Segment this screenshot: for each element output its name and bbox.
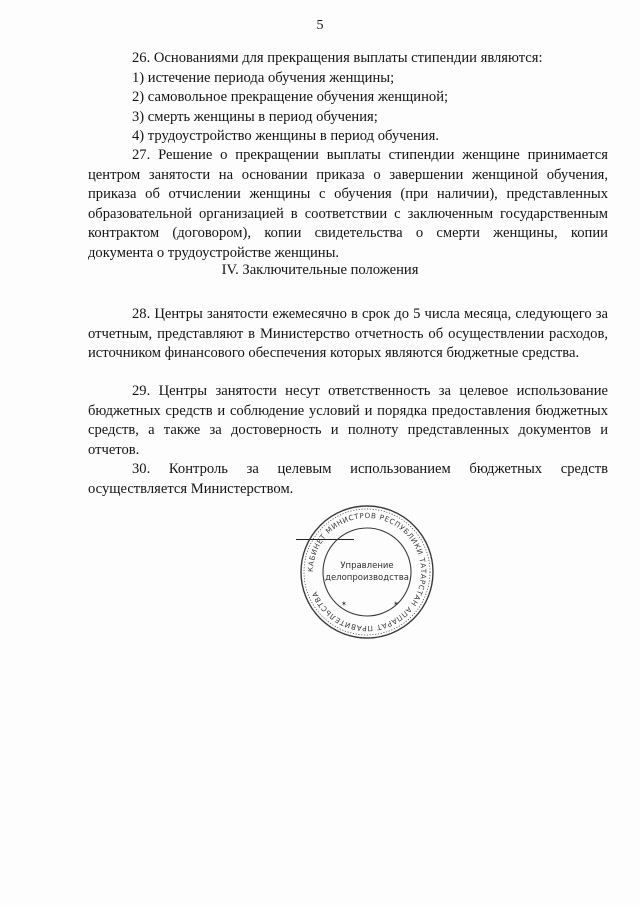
paragraph-27: 27. Решение о прекращении выплаты стипендии женщине принимается центром занятости на основании приказа о завершении женщиной обучения, приказа об отчислении женщины с обучения (при наличии), представленных образовательной организацией в соответствии с заключенным государственным контрактом (договором), копии свидетельства о смерти женщины, копии документа о трудоустройстве женщины. [88,147,608,261]
page-number: 5 [316,18,324,33]
paragraph-30: 30. Контроль за целевым использованием бюджетных средств осуществляется Министерством. [88,461,608,497]
list-item: 2) самовольное прекращение обучения женщиной; [132,89,449,105]
official-seal [297,502,437,642]
section-heading: IV. Заключительные положения [221,262,419,278]
star-icon: ✶ [393,600,399,608]
seal-center-line2: делопроизводства [325,573,409,583]
paragraph-27-block [88,146,608,263]
star-icon: ✶ [341,600,347,608]
seal-outer-ring [301,506,433,638]
paragraph-26-intro: 26. Основаниями для прекращения выплаты стипендии являются: [132,50,543,66]
list-item: 3) смерть женщины в период обучения; [132,108,378,125]
seal-image [297,502,437,642]
paragraph-26 [88,49,608,147]
paragraph-28-block [88,305,608,364]
seal-center-line1: Управление [340,561,394,571]
list-item: 1) истечение периода обучения женщины; [132,69,395,86]
paragraph-30-block [88,460,608,499]
paragraph-29-block [88,382,608,460]
paragraph-29: 29. Центры занятости несут ответственность за целевое использование бюджетных средств и соблюдение условий и порядка предоставления бюджетных средств, а также за достоверность и полноту представленных документов и отчетов. [88,383,608,458]
seal-ring-text: КАБИНЕТ МИНИСТРОВ РЕСПУБЛИКИ ТАТАРСТАН АППАРАТ ПРАВИТЕЛЬСТВА [305,510,429,634]
list-item: 4) трудоустройство женщины в период обучения. [132,128,439,144]
paragraph-28: 28. Центры занятости ежемесячно в срок до 5 числа месяца, следующего за отчетным, представляют в Министерство отчетность об осуществлении расходов, источником финансового обеспечения которых являются бюджетные средства. [88,306,608,361]
